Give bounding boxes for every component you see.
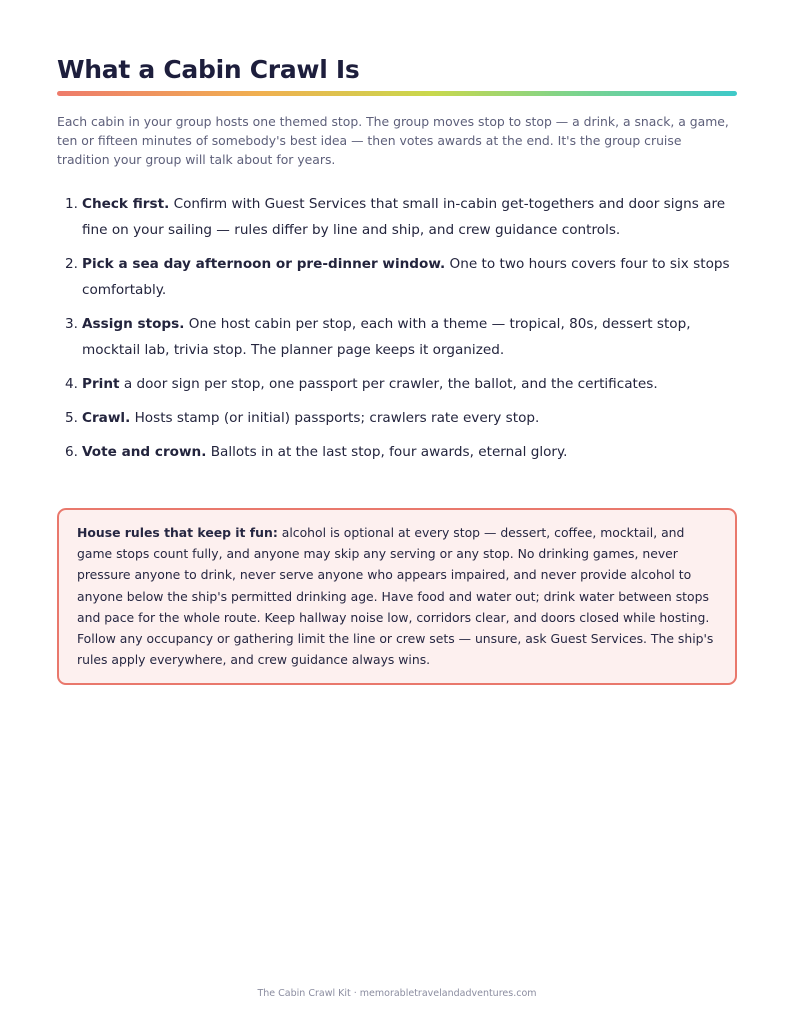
step-item — [57, 439, 737, 465]
step-number: 4. — [65, 376, 78, 392]
step-number: 2. — [65, 256, 78, 272]
step-number: 5. — [65, 410, 78, 426]
page-title: What a Cabin Crawl Is — [57, 55, 360, 84]
house-rules-callout — [57, 508, 737, 685]
step-lead: Assign stops. — [82, 316, 185, 332]
step-text: Ballots in at the last stop, four awards, eternal glory. — [206, 444, 568, 460]
page-content — [57, 54, 737, 473]
step-lead: Crawl. — [82, 410, 131, 426]
intro-paragraph: Each cabin in your group hosts one themed stop. The group moves stop to stop — a drink, a snack, a game, ten or fifteen minutes of somebody's best idea — then votes awards at the end. It's the group cruise tradition your group will talk about for years. — [57, 114, 729, 167]
step-lead: Pick a sea day afternoon or pre-dinner window. — [82, 256, 446, 272]
step-item — [57, 251, 737, 303]
step-number: 1. — [65, 196, 78, 212]
page-footer: The Cabin Crawl Kit · memorabletravelandadventures.com — [257, 988, 537, 999]
step-item — [57, 191, 737, 243]
callout-lead: House rules that keep it fun: — [77, 525, 278, 540]
step-text: One to two hours covers four to six stops comfortably. — [82, 256, 730, 298]
step-item — [57, 405, 737, 431]
step-number: 3. — [65, 316, 78, 332]
title-gradient-rule — [57, 91, 737, 96]
step-number: 6. — [65, 444, 78, 460]
callout-text: alcohol is optional at every stop — dessert, coffee, mocktail, and game stops count fully, and anyone may skip any serving or any stop. No drinking games, never pressure anyone to drink, never serve anyone who appears impaired, and never provide alcohol to anyone below the ship's permitted drinking age. Have food and water out; drink water between stops and pace for the whole route. Keep hallway noise low, corridors clear, and doors closed while hosting. Follow any occupancy or gathering limit the line or crew sets — unsure, ask Guest Services. The ship's rules apply everywhere, and crew guidance always wins. — [77, 525, 714, 668]
step-text: Confirm with Guest Services that small in-cabin get-togethers and door signs are fine on your sailing — rules differ by line and ship, and crew guidance controls. — [82, 196, 726, 238]
step-lead: Check first. — [82, 196, 170, 212]
steps-list — [57, 191, 737, 465]
step-lead: Print — [82, 376, 120, 392]
step-text: Hosts stamp (or initial) passports; crawlers rate every stop. — [130, 410, 540, 426]
step-text: a door sign per stop, one passport per crawler, the ballot, and the certificates. — [119, 376, 658, 392]
step-lead: Vote and crown. — [82, 444, 207, 460]
step-item — [57, 311, 737, 363]
step-item — [57, 371, 737, 397]
step-text: One host cabin per stop, each with a theme — tropical, 80s, dessert stop, mocktail lab, trivia stop. The planner page keeps it organized. — [82, 316, 691, 358]
